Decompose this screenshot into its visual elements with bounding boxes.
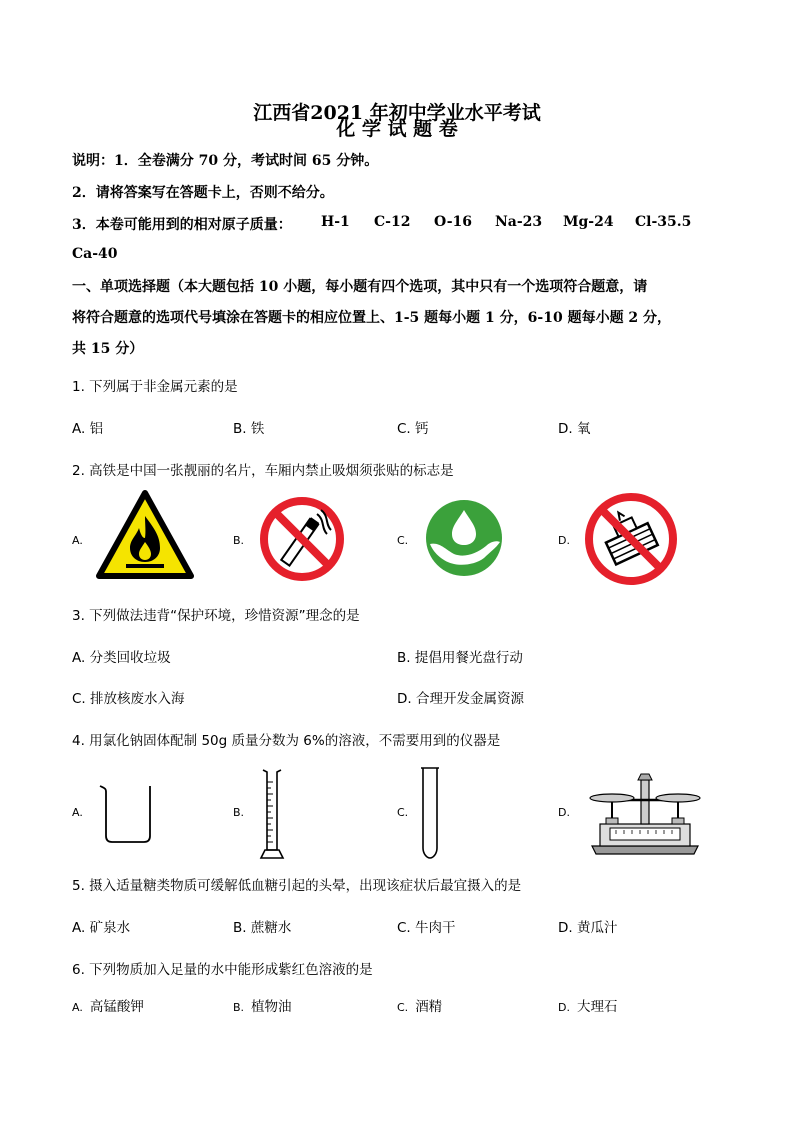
exam-subtitle: 化 学 试 题 卷 [336, 118, 458, 140]
section1-line-1: 一、单项选择题（本大题包括 10 小题，每小题有四个选项，其中只有一个选项符合题意，请 [72, 279, 648, 295]
atomic-mass-c: C-12 [374, 214, 411, 230]
q6-option-d-letter: D. [558, 1001, 570, 1014]
q1-option-b[interactable]: B. 铁 [233, 421, 265, 437]
beaker-icon[interactable] [96, 782, 156, 844]
q5-option-c[interactable]: C. 牛肉干 [397, 920, 456, 936]
q6-option-a-text: 高锰酸钾 [89, 999, 144, 1015]
no-fireworks-icon[interactable] [584, 492, 678, 586]
test-tube-icon[interactable] [419, 766, 441, 860]
q1-option-c[interactable]: C. 钙 [397, 421, 429, 437]
q4-option-d[interactable]: D. [558, 806, 570, 819]
atomic-mass-na: Na-23 [495, 214, 543, 230]
question-5-stem: 5. 摄入适量糖类物质可缓解低血糖引起的头晕，出现该症状后最宜摄入的是 [72, 878, 522, 894]
q6-option-c[interactable] [397, 995, 442, 1015]
note-line-1: 说明：1．全卷满分 70 分，考试时间 65 分钟。 [72, 153, 379, 169]
q3-option-b[interactable]: B. 提倡用餐光盘行动 [397, 650, 523, 666]
note-line-2: 2．请将答案写在答题卡上，否则不给分。 [72, 185, 334, 201]
q3-option-a[interactable]: A. 分类回收垃圾 [72, 650, 171, 666]
balance-scale-icon[interactable] [586, 770, 704, 858]
q6-option-c-text: 酒精 [415, 999, 443, 1015]
atomic-mass-o: O-16 [434, 214, 473, 230]
q4-option-a[interactable]: A. [72, 806, 83, 819]
atomic-mass-h: H-1 [321, 214, 350, 230]
q1-option-d[interactable]: D. 氧 [558, 421, 591, 437]
question-4-stem: 4. 用氯化钠固体配制 50g 质量分数为 6%的溶液，不需要用到的仪器是 [72, 733, 501, 749]
exam-title: 江西省2021 年初中学业水平考试 [253, 102, 541, 124]
atomic-mass-mg: Mg-24 [563, 214, 614, 230]
question-2-stem: 2. 高铁是中国一张靓丽的名片，车厢内禁止吸烟须张贴的标志是 [72, 463, 454, 479]
atomic-mass-cl: Cl-35.5 [635, 214, 692, 230]
q6-option-b[interactable] [233, 995, 292, 1015]
question-3-stem: 3. 下列做法违背“保护环境，珍惜资源”理念的是 [72, 608, 360, 624]
q6-option-b-text: 植物油 [251, 999, 292, 1015]
q5-option-d[interactable]: D. 黄瓜汁 [558, 920, 618, 936]
question-6-stem: 6. 下列物质加入足量的水中能形成紫红色溶液的是 [72, 962, 373, 978]
q4-option-c[interactable]: C. [397, 806, 409, 819]
q1-option-a[interactable]: A. 铝 [72, 421, 104, 437]
section1-line-2: 将符合题意的选项代号填涂在答题卡的相应位置上、1-5 题每小题 1 分，6-10 题每小题 2 分， [72, 310, 672, 326]
q6-option-b-letter: B. [233, 1001, 245, 1014]
q5-option-b[interactable]: B. 蔗糖水 [233, 920, 292, 936]
section1-line-3: 共 15 分） [72, 341, 144, 357]
question-1-stem: 1. 下列属于非金属元素的是 [72, 379, 238, 395]
fire-warning-icon[interactable] [96, 490, 194, 580]
q6-option-c-letter: C. [397, 1001, 409, 1014]
q6-option-d[interactable] [558, 995, 617, 1015]
q6-option-d-text: 大理石 [576, 999, 618, 1015]
q6-option-a-letter: A. [72, 1001, 83, 1014]
water-saving-icon[interactable] [424, 498, 504, 578]
no-smoking-icon[interactable] [259, 496, 345, 582]
q5-option-a[interactable]: A. 矿泉水 [72, 920, 131, 936]
q2-option-c[interactable]: C. [397, 534, 409, 547]
note-line-3-label: 3．本卷可能用到的相对原子质量： [72, 217, 292, 233]
q3-option-d[interactable]: D. 合理开发金属资源 [397, 691, 524, 707]
graduated-cylinder-icon[interactable] [257, 768, 287, 860]
q2-option-b[interactable]: B. [233, 534, 245, 547]
q6-option-a[interactable] [72, 995, 144, 1015]
q4-option-b[interactable]: B. [233, 806, 245, 819]
q2-option-d[interactable]: D. [558, 534, 570, 547]
q2-option-a[interactable]: A. [72, 534, 83, 547]
atomic-mass-ca: Ca-40 [72, 246, 118, 262]
q3-option-c[interactable]: C. 排放核废水入海 [72, 691, 185, 707]
